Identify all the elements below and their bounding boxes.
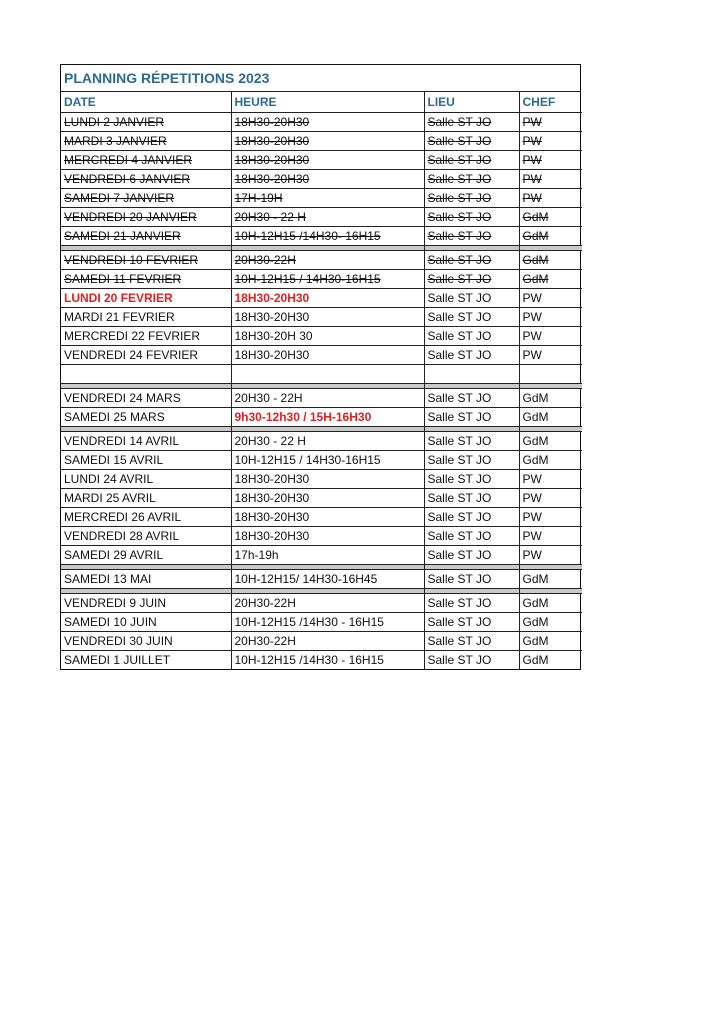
cell-chef: PW bbox=[519, 345, 582, 364]
cell-chef: GdM bbox=[519, 593, 582, 612]
table-row bbox=[61, 545, 582, 564]
cell-heure: 18H30-20H30 bbox=[231, 131, 424, 150]
cell-heure: 20H30-22H bbox=[231, 250, 424, 269]
cell-date: VENDREDI 24 MARS bbox=[61, 388, 231, 407]
table-row bbox=[61, 188, 582, 207]
schedule-table bbox=[61, 92, 582, 669]
table-row bbox=[61, 307, 582, 326]
cell-chef: PW bbox=[519, 131, 582, 150]
header-chef: CHEF bbox=[519, 92, 582, 112]
cell-chef: PW bbox=[519, 326, 582, 345]
cell-date: MERCREDI 4 JANVIER bbox=[61, 150, 231, 169]
table-row bbox=[61, 388, 582, 407]
cell-chef: GdM bbox=[519, 612, 582, 631]
cell-heure: 10H-12H15 / 14H30-16H15 bbox=[231, 269, 424, 288]
cell-chef: PW bbox=[519, 150, 582, 169]
blank-cell bbox=[231, 364, 424, 383]
cell-lieu: Salle ST JO bbox=[424, 450, 519, 469]
cell-lieu: Salle ST JO bbox=[424, 226, 519, 245]
table-row bbox=[61, 407, 582, 426]
table-row bbox=[61, 593, 582, 612]
cell-lieu: Salle ST JO bbox=[424, 545, 519, 564]
cell-date: LUNDI 20 FEVRIER bbox=[61, 288, 231, 307]
cell-lieu: Salle ST JO bbox=[424, 269, 519, 288]
cell-heure: 10H-12H15 /14H30- 16H15 bbox=[231, 226, 424, 245]
table-row bbox=[61, 288, 582, 307]
cell-chef: PW bbox=[519, 169, 582, 188]
cell-date: MARDI 25 AVRIL bbox=[61, 488, 231, 507]
cell-heure: 20H30-22H bbox=[231, 631, 424, 650]
cell-date: VENDREDI 9 JUIN bbox=[61, 593, 231, 612]
cell-lieu: Salle ST JO bbox=[424, 169, 519, 188]
cell-lieu: Salle ST JO bbox=[424, 569, 519, 588]
cell-chef: GdM bbox=[519, 431, 582, 450]
blank-row bbox=[61, 364, 582, 383]
header-heure: HEURE bbox=[231, 92, 424, 112]
cell-heure: 10H-12H15 / 14H30-16H15 bbox=[231, 450, 424, 469]
cell-date: SAMEDI 21 JANVIER bbox=[61, 226, 231, 245]
cell-chef: PW bbox=[519, 507, 582, 526]
table-row bbox=[61, 507, 582, 526]
cell-date: SAMEDI 11 FEVRIER bbox=[61, 269, 231, 288]
cell-date: SAMEDI 15 AVRIL bbox=[61, 450, 231, 469]
table-row bbox=[61, 169, 582, 188]
cell-chef: PW bbox=[519, 526, 582, 545]
cell-date: SAMEDI 10 JUIN bbox=[61, 612, 231, 631]
cell-lieu: Salle ST JO bbox=[424, 112, 519, 131]
cell-date: VENDREDI 20 JANVIER bbox=[61, 207, 231, 226]
cell-lieu: Salle ST JO bbox=[424, 250, 519, 269]
cell-lieu: Salle ST JO bbox=[424, 345, 519, 364]
table-row bbox=[61, 569, 582, 588]
table-row bbox=[61, 226, 582, 245]
cell-lieu: Salle ST JO bbox=[424, 612, 519, 631]
cell-date: MARDI 21 FEVRIER bbox=[61, 307, 231, 326]
cell-lieu: Salle ST JO bbox=[424, 307, 519, 326]
table-row bbox=[61, 131, 582, 150]
cell-heure: 18H30-20H30 bbox=[231, 469, 424, 488]
cell-chef: GdM bbox=[522, 652, 549, 667]
cell-chef: PW bbox=[519, 488, 582, 507]
cell-heure: 20H30 - 22 H bbox=[231, 431, 424, 450]
header-row bbox=[61, 92, 582, 112]
table-row bbox=[61, 526, 582, 545]
table-row bbox=[61, 345, 582, 364]
cell-heure: 20H30 - 22 H bbox=[231, 207, 424, 226]
table-row bbox=[61, 326, 582, 345]
cell-date: VENDREDI 10 FEVRIER bbox=[61, 250, 231, 269]
cell-heure: 9h30-12h30 / 15H-16H30 bbox=[231, 407, 424, 426]
cell-heure: 18H30-20H30 bbox=[231, 307, 424, 326]
cell-date: SAMEDI 7 JANVIER bbox=[61, 188, 231, 207]
cell-chef: PW bbox=[519, 545, 582, 564]
header-date: DATE bbox=[61, 92, 231, 112]
cell-lieu: Salle ST JO bbox=[424, 526, 519, 545]
cell-lieu: Salle ST JO bbox=[424, 631, 519, 650]
table-row bbox=[61, 150, 582, 169]
cell-lieu: Salle ST JO bbox=[424, 326, 519, 345]
cell-chef: GdM bbox=[519, 569, 582, 588]
cell-date: SAMEDI 29 AVRIL bbox=[61, 545, 231, 564]
cell-date: VENDREDI 28 AVRIL bbox=[61, 526, 231, 545]
cell-date: LUNDI 24 AVRIL bbox=[61, 469, 231, 488]
cell-chef: GdM bbox=[519, 269, 582, 288]
cell-date: MERCREDI 22 FEVRIER bbox=[61, 326, 231, 345]
cell-chef: PW bbox=[519, 188, 582, 207]
schedule-sheet bbox=[60, 64, 581, 670]
cell-heure: 18H30-20H30 bbox=[231, 526, 424, 545]
cell-lieu: Salle ST JO bbox=[424, 288, 519, 307]
cell-date: LUNDI 2 JANVIER bbox=[61, 112, 231, 131]
page-title: PLANNING RÉPETITIONS 2023 bbox=[61, 65, 580, 92]
cell-heure: 20H30-22H bbox=[231, 593, 424, 612]
cell-date: SAMEDI 1 JUILLET bbox=[61, 650, 231, 669]
table-row bbox=[61, 631, 582, 650]
cell-heure: 20H30 - 22H bbox=[231, 388, 424, 407]
cell-heure: 18H30-20H30 bbox=[231, 488, 424, 507]
cell-chef: PW bbox=[519, 288, 582, 307]
cell-chef: GdM bbox=[519, 250, 582, 269]
cell-heure: 17h-19h bbox=[231, 545, 424, 564]
cell-lieu: Salle ST JO bbox=[424, 431, 519, 450]
cell-heure: 18H30-20H30 bbox=[231, 112, 424, 131]
cell-lieu: Salle ST JO bbox=[424, 650, 519, 669]
cell-heure: 10H-12H15 /14H30 - 16H15 bbox=[231, 650, 424, 669]
cell-heure: 10H-12H15/ 14H30-16H45 bbox=[231, 569, 424, 588]
cell-chef: GdM bbox=[519, 388, 582, 407]
table-row bbox=[61, 450, 582, 469]
cell-chef: PW bbox=[519, 307, 582, 326]
cell-heure: 17H-19H bbox=[231, 188, 424, 207]
table-row bbox=[61, 612, 582, 631]
cell-lieu: Salle ST JO bbox=[424, 407, 519, 426]
cell-lieu: Salle ST JO bbox=[424, 150, 519, 169]
cell-lieu: Salle ST JO bbox=[424, 131, 519, 150]
cell-date: MARDI 3 JANVIER bbox=[61, 131, 231, 150]
cell-lieu: Salle ST JO bbox=[424, 388, 519, 407]
cell-lieu: Salle ST JO bbox=[424, 507, 519, 526]
header-lieu: LIEU bbox=[424, 92, 519, 112]
cell-heure: 18H30-20H 30 bbox=[231, 326, 424, 345]
table-row bbox=[61, 431, 582, 450]
cell-date: SAMEDI 13 MAI bbox=[61, 569, 231, 588]
cell-chef: PW bbox=[519, 469, 582, 488]
table-body bbox=[61, 112, 582, 669]
cell-heure: 18H30-20H30 bbox=[231, 507, 424, 526]
cell-heure: 10H-12H15 /14H30 - 16H15 bbox=[231, 612, 424, 631]
table-row bbox=[61, 112, 582, 131]
cell-chef: PW bbox=[519, 112, 582, 131]
table-row bbox=[61, 269, 582, 288]
table-row bbox=[61, 207, 582, 226]
cell-date: VENDREDI 14 AVRIL bbox=[61, 431, 231, 450]
cell-heure: 18H30-20H30 bbox=[231, 169, 424, 188]
cell-heure: 18H30-20H30 bbox=[231, 288, 424, 307]
cell-lieu: Salle ST JO bbox=[424, 488, 519, 507]
cell-heure: 18H30-20H30 bbox=[231, 150, 424, 169]
cell-heure: 18H30-20H30 bbox=[231, 345, 424, 364]
cell-chef: GdM bbox=[519, 631, 582, 650]
cell-date: MERCREDI 26 AVRIL bbox=[61, 507, 231, 526]
cell-lieu: Salle ST JO bbox=[424, 469, 519, 488]
cell-chef: GdM bbox=[519, 407, 582, 426]
cell-date: SAMEDI 25 MARS bbox=[61, 407, 231, 426]
table-row bbox=[61, 250, 582, 269]
cell-date: VENDREDI 24 FEVRIER bbox=[61, 345, 231, 364]
cell-lieu: Salle ST JO bbox=[424, 207, 519, 226]
cell-lieu: Salle ST JO bbox=[424, 188, 519, 207]
cell-lieu: Salle ST JO bbox=[424, 593, 519, 612]
blank-cell bbox=[519, 364, 582, 383]
table-row bbox=[61, 488, 582, 507]
blank-cell bbox=[61, 364, 231, 383]
cell-date: VENDREDI 30 JUIN bbox=[61, 631, 231, 650]
table-row bbox=[61, 469, 582, 488]
cell-chef: GdM bbox=[519, 207, 582, 226]
cell-chef: GdM bbox=[519, 450, 582, 469]
table-row bbox=[61, 650, 582, 669]
cell-date: VENDREDI 6 JANVIER bbox=[61, 169, 231, 188]
blank-cell bbox=[424, 364, 519, 383]
cell-chef: GdM bbox=[519, 226, 582, 245]
